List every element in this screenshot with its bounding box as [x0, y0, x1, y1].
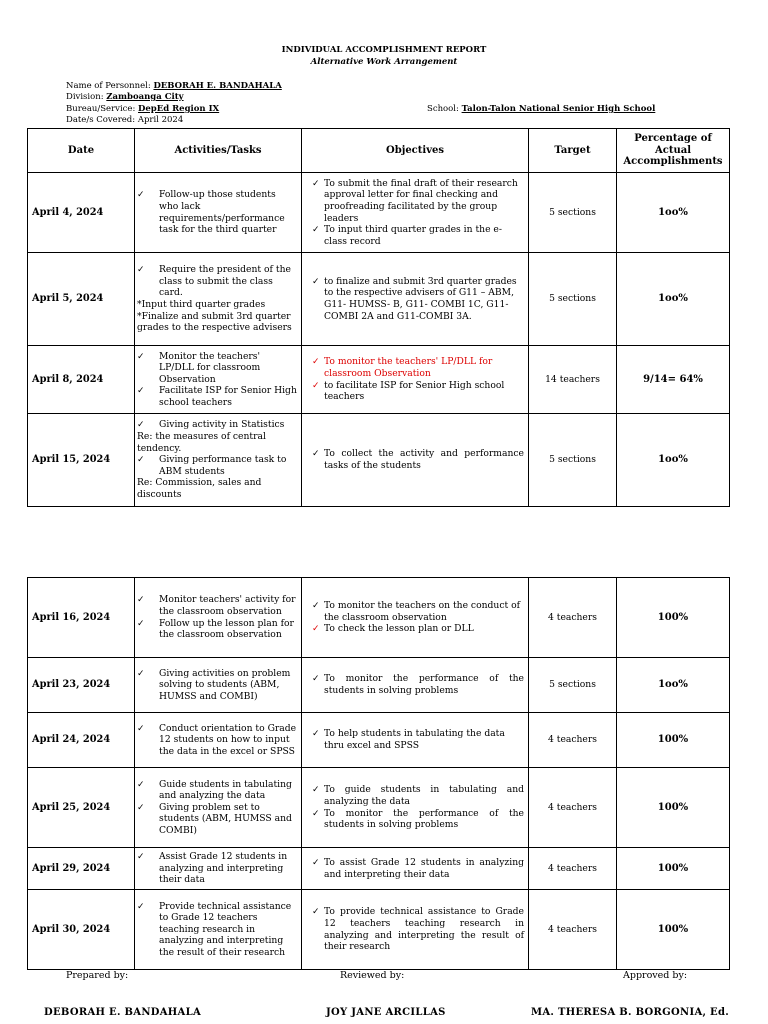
row-date: April 30, 2024 [28, 890, 135, 970]
name-value: DEBORAH E. BANDAHALA [153, 81, 282, 91]
check-icon: ✓ [312, 623, 320, 635]
school-label: School: [427, 104, 459, 114]
objective-text: to facilitate ISP for Senior High school teachers [324, 379, 505, 403]
objective-text: To check the lesson plan or DLL [324, 623, 474, 635]
reviewed-by-label: Reviewed by: [340, 970, 405, 981]
row-objectives [302, 890, 529, 970]
activity-text: *Finalize and submit 3rd quarter grades to the respective advisers [137, 310, 292, 334]
activity-item [135, 779, 297, 802]
objective-text: To help students in tabulating the data thru excel and SPSS [324, 728, 505, 751]
objective-item [306, 623, 524, 635]
approved-by-label: Approved by: [623, 970, 688, 981]
table-row [28, 713, 730, 768]
objective-item [306, 857, 524, 880]
row-objectives [302, 768, 529, 848]
check-icon: ✓ [137, 350, 145, 362]
row-target: 5 sections [529, 414, 617, 507]
check-icon: ✓ [137, 264, 145, 276]
activity-item [135, 851, 297, 886]
dates-value: April 2024 [137, 115, 184, 125]
row-date: April 16, 2024 [28, 578, 135, 658]
table-row [28, 578, 730, 658]
activity-text: Guide students in tabulating and analyzing the data [159, 778, 292, 802]
row-target: 14 teachers [529, 346, 617, 414]
objective-item [306, 728, 524, 751]
check-icon: ✓ [312, 177, 320, 189]
activity-text: Require the president of the class to submit the class card. [159, 264, 291, 299]
activity-text: Facilitate ISP for Senior High school teachers [159, 385, 297, 408]
activity-text: Conduct orientation to Grade 12 students on how to input the data in the excel or SPSS [159, 722, 297, 757]
objective-text: To monitor the teachers' LP/DLL for classroom Observation [324, 356, 493, 379]
row-percentage: 100% [617, 890, 730, 970]
table-row [28, 346, 730, 414]
bureau-label: Bureau/Service: [66, 104, 136, 114]
check-icon: ✓ [137, 900, 145, 912]
objective-item [306, 356, 524, 379]
report-title: INDIVIDUAL ACCOMPLISHMENT REPORT [281, 45, 487, 55]
bureau-value: DepEd Region IX [138, 104, 220, 114]
row-percentage: 100% [617, 713, 730, 768]
objective-text: to finalize and submit 3rd quarter grades to the respective advisers of G11 – ABM, G11- HUMSS- B, G11- COMBI 1C, G11- COMBI 2A and G11-COMBI 3A. [324, 275, 517, 322]
row-percentage: 9/14= 64% [617, 346, 730, 414]
row-objectives [302, 713, 529, 768]
table-row [28, 768, 730, 848]
check-icon: ✓ [312, 224, 320, 236]
activity-item [135, 723, 297, 758]
row-target: 4 teachers [529, 768, 617, 848]
check-icon: ✓ [312, 673, 320, 685]
activity-item [135, 385, 297, 408]
col-header-percentage: Percentage of Actual Accomplishments [617, 129, 730, 173]
activity-text: Re: the measures of central tendency. [137, 431, 266, 454]
activity-item [135, 264, 297, 299]
activity-text: Monitor teachers' activity for the classroom observation [159, 594, 296, 617]
division-value: Zamboanga City [106, 92, 184, 102]
row-activities [135, 713, 302, 768]
row-date: April 5, 2024 [28, 253, 135, 346]
row-objectives [302, 253, 529, 346]
row-target: 4 teachers [529, 713, 617, 768]
activity-text: Follow-up those students who lack requirements/performance task for the third quarter [159, 189, 285, 236]
name-label: Name of Personnel: [66, 81, 151, 91]
check-icon: ✓ [137, 617, 145, 629]
check-icon: ✓ [312, 856, 320, 868]
objective-text: To submit the final draft of their research approval letter for final checking and proofreading facilitated by the group leaders [324, 177, 518, 224]
activity-item [135, 299, 297, 311]
col-header-date: Date [28, 129, 135, 173]
activity-item [135, 477, 297, 500]
division-label: Division: [66, 92, 104, 102]
objective-item [306, 600, 524, 623]
report-subtitle: Alternative Work Arrangement [310, 57, 458, 67]
prepared-by-name: DEBORAH E. BANDAHALA [44, 1007, 202, 1018]
check-icon: ✓ [312, 448, 320, 460]
row-target: 5 sections [529, 173, 617, 253]
row-objectives [302, 346, 529, 414]
objective-item [306, 276, 524, 322]
row-date: April 24, 2024 [28, 713, 135, 768]
dates-line [66, 115, 183, 126]
objective-text: To input third quarter grades in the e-class record [324, 224, 502, 247]
activity-item [135, 351, 297, 386]
table-row [28, 658, 730, 713]
check-icon: ✓ [312, 906, 320, 918]
row-activities [135, 578, 302, 658]
row-activities [135, 253, 302, 346]
objective-item [306, 448, 524, 471]
activity-text: *Input third quarter grades [137, 299, 266, 310]
activity-text: Follow up the lesson plan for the classroom observation [159, 617, 294, 641]
row-date: April 25, 2024 [28, 768, 135, 848]
table-row [28, 253, 730, 346]
objective-item [306, 808, 524, 831]
row-date: April 23, 2024 [28, 658, 135, 713]
bureau-line [66, 104, 219, 115]
approved-by-name: MA. THERESA B. BORGONIA, Ed. [531, 1007, 730, 1018]
row-percentage: 1oo% [617, 414, 730, 507]
activity-text: Giving activities on problem solving to students (ABM, HUMSS and COMBI) [159, 667, 291, 702]
check-icon: ✓ [137, 419, 145, 431]
objective-item [306, 906, 524, 952]
col-header-target: Target [529, 129, 617, 173]
col-header-objectives: Objectives [302, 129, 529, 173]
check-icon: ✓ [312, 600, 320, 612]
row-percentage: 1oo% [617, 658, 730, 713]
row-objectives [302, 173, 529, 253]
objective-text: To monitor the performance of the students in solving problems [324, 807, 524, 831]
check-icon: ✓ [312, 275, 320, 287]
row-target: 4 teachers [529, 890, 617, 970]
row-percentage: 100% [617, 578, 730, 658]
activity-text: Provide technical assistance to Grade 12 teachers teaching research in analyzing and interpreting the result of their research [159, 900, 292, 958]
check-icon: ✓ [312, 784, 320, 796]
row-target: 4 teachers [529, 848, 617, 890]
table-row [28, 173, 730, 253]
row-activities [135, 173, 302, 253]
row-objectives [302, 578, 529, 658]
school-line [427, 104, 655, 114]
col-header-activities: Activities/Tasks [135, 129, 302, 173]
objective-text: To monitor the performance of the students in solving problems [324, 673, 524, 696]
dates-label: Date/s Covered: [66, 115, 136, 125]
table-row [28, 848, 730, 890]
activity-item [135, 311, 297, 334]
objective-item [306, 380, 524, 403]
objective-text: To assist Grade 12 students in analyzing and interpreting their data [324, 856, 524, 880]
prepared-by-label: Prepared by: [66, 970, 129, 981]
row-target: 5 sections [529, 253, 617, 346]
table-row [28, 890, 730, 970]
reviewed-by-name: JOY JANE ARCILLAS [326, 1007, 446, 1018]
check-icon: ✓ [137, 385, 145, 397]
row-date: April 8, 2024 [28, 346, 135, 414]
row-percentage: 100% [617, 848, 730, 890]
accomplishment-table-page2 [27, 577, 730, 970]
check-icon: ✓ [137, 801, 145, 813]
row-percentage: 1oo% [617, 173, 730, 253]
activity-item [135, 802, 297, 837]
check-icon: ✓ [137, 778, 145, 790]
activity-text: Assist Grade 12 students in analyzing and interpreting their data [159, 851, 288, 886]
accomplishment-table-page1 [27, 128, 730, 507]
row-activities [135, 346, 302, 414]
row-objectives [302, 848, 529, 890]
row-activities [135, 848, 302, 890]
check-icon: ✓ [312, 379, 320, 391]
activity-text: Giving activity in Statistics [159, 419, 285, 431]
activity-item [135, 618, 297, 641]
activity-item [135, 454, 297, 477]
activity-text: Giving performance task to ABM students [159, 454, 287, 477]
row-date: April 15, 2024 [28, 414, 135, 507]
objective-item [306, 784, 524, 807]
activity-item [135, 901, 297, 959]
row-objectives [302, 658, 529, 713]
school-value: Talon-Talon National Senior High School [461, 104, 656, 114]
objective-item [306, 224, 524, 247]
check-icon: ✓ [137, 454, 145, 466]
check-icon: ✓ [137, 851, 145, 863]
check-icon: ✓ [137, 722, 145, 734]
table-row [28, 414, 730, 507]
row-target: 4 teachers [529, 578, 617, 658]
row-percentage: 1oo% [617, 253, 730, 346]
objective-text: To provide technical assistance to Grade 12 teachers teaching research in analyzing and interpreting the result of their research [324, 906, 524, 953]
row-activities [135, 414, 302, 507]
activity-item [135, 594, 297, 617]
activity-text: Monitor the teachers' LP/DLL for classroom Observation [159, 350, 261, 385]
activity-item [135, 189, 297, 235]
activity-item [135, 668, 297, 703]
objective-item [306, 673, 524, 696]
row-activities [135, 658, 302, 713]
activity-item [135, 419, 297, 431]
row-percentage: 100% [617, 768, 730, 848]
row-activities [135, 890, 302, 970]
activity-item [135, 431, 297, 454]
objective-text: To guide students in tabulating and analyzing the data [324, 784, 524, 807]
row-target: 5 sections [529, 658, 617, 713]
row-date: April 29, 2024 [28, 848, 135, 890]
row-objectives [302, 414, 529, 507]
check-icon: ✓ [312, 807, 320, 819]
row-date: April 4, 2024 [28, 173, 135, 253]
activity-text: Re: Commission, sales and discounts [137, 477, 262, 500]
activity-text: Giving problem set to students (ABM, HUMSS and COMBI) [159, 801, 292, 836]
check-icon: ✓ [312, 728, 320, 740]
personnel-line [66, 81, 282, 92]
objective-text: To monitor the teachers on the conduct of the classroom observation [324, 600, 521, 623]
check-icon: ✓ [137, 189, 145, 201]
division-line [66, 92, 184, 103]
objective-text: To collect the activity and performance tasks of the students [324, 448, 524, 471]
row-activities [135, 768, 302, 848]
check-icon: ✓ [312, 356, 320, 368]
objective-item [306, 178, 524, 224]
check-icon: ✓ [137, 594, 145, 606]
check-icon: ✓ [137, 667, 145, 679]
